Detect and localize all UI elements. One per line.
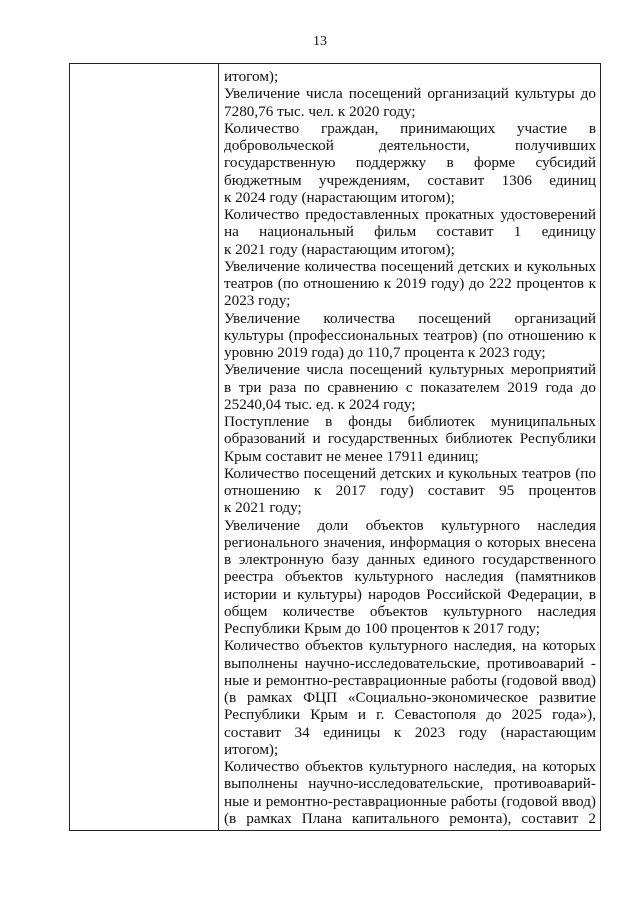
text-line: реестра объектов культурного наследия (памятников [224, 568, 596, 586]
text-line: Увеличение количества посещений организаций [224, 309, 596, 327]
text-line: Количество предоставленных прокатных удостоверений [224, 206, 596, 223]
text-line: Крым составит не менее 17911 единиц; [224, 447, 479, 465]
text-line: отношению к 2017 году) составит 95 процентов [224, 482, 596, 499]
text-line: культуры (профессиональных театров) (по отношению к [224, 326, 596, 344]
text-line: Увеличение количества посещений детских и кукольных [224, 257, 596, 275]
text-line: уровню 2019 года) до 110,7 процента к 2023 году; [224, 344, 546, 361]
text-line: Увеличение числа посещений культурных мероприятий [224, 361, 596, 379]
text-line: 2023 году; [224, 292, 291, 310]
text-line: ные и ремонтно-реставрационные работы (годовой ввод) [224, 792, 596, 810]
table-right-column [224, 68, 596, 827]
text-line: итогом); [224, 740, 279, 758]
text-line: 7280,76 тыс. чел. к 2020 году; [224, 102, 416, 120]
text-line: на национальный фильм составит 1 единицу [224, 223, 596, 241]
text-line: к 2021 году; [224, 499, 302, 517]
text-line: бюджетным учреждениям, составит 1306 единиц [224, 171, 596, 189]
table-left-column [70, 64, 219, 830]
text-line: Республики Крым и г. Севастополя до 2025 года»), [224, 706, 596, 724]
text-line: Республики Крым до 100 процентов к 2017 году; [224, 620, 541, 637]
document-table [69, 63, 601, 831]
text-line: Количество объектов культурного наследия, на которых [224, 637, 596, 655]
text-line: добровольческой деятельности, получивших [224, 137, 596, 154]
page-number: 13 [313, 34, 327, 49]
text-line: к 2021 году (нарастающим итогом); [224, 240, 455, 258]
text-line: общем количестве объектов культурного наследия [224, 602, 596, 620]
text-line: образований и государственных библиотек Республики [224, 430, 596, 448]
text-line: к 2024 году (нарастающим итогом); [224, 188, 455, 206]
text-line: театров (по отношению к 2019 году) до 222 процентов к [224, 275, 596, 292]
text-line: регионального значения, информация о которых внесена [224, 533, 596, 551]
text-line: Количество посещений детских и кукольных театров (по [224, 464, 596, 482]
text-line: в электронную базу данных единого государственного [224, 551, 596, 568]
text-line: составит 34 единицы к 2023 году (нарастающим [224, 723, 596, 741]
text-line: 25240,04 тыс. ед. к 2024 году; [224, 395, 416, 413]
text-line: истории и культуры) народов Российской Федерации, в [224, 585, 596, 603]
text-line: (в рамках Плана капитального ремонта), составит 2 [224, 809, 596, 827]
text-line: в три раза по сравнению с показателем 2019 года до [224, 378, 596, 396]
text-line: Поступление в фонды библиотек муниципальных [224, 413, 596, 430]
text-line: Увеличение числа посещений организаций культуры до [224, 85, 596, 103]
text-line: итогом); [224, 68, 279, 85]
text-line: ные и ремонтно-реставрационные работы (годовой ввод) [224, 671, 596, 689]
text-line: Количество граждан, принимающих участие в [224, 119, 596, 137]
text-line: выполнены научно-исследовательские, противоаварий - [224, 654, 596, 672]
text-line: (в рамках ФЦП «Социально-экономическое развитие [224, 689, 596, 706]
text-line: государственную поддержку в форме субсидий [224, 154, 596, 172]
text-line: Увеличение доли объектов культурного наследия [224, 516, 596, 534]
text-line: выполнены научно-исследовательские, противоаварий- [224, 775, 596, 793]
text-line: Количество объектов культурного наследия, на которых [224, 758, 596, 775]
